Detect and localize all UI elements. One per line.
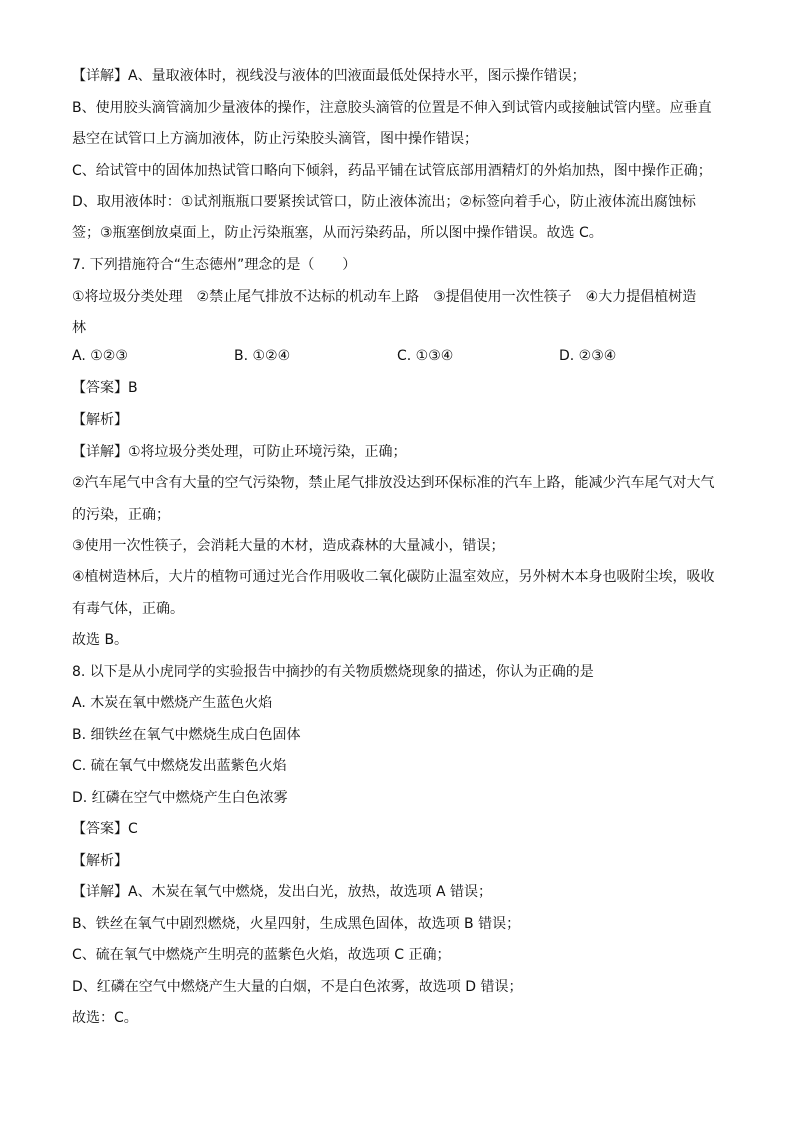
- text-line: 的污染，正确；: [72, 507, 170, 523]
- text-line: 故选：C。: [72, 1010, 138, 1026]
- question-7-options: [72, 346, 732, 368]
- text-line: 有毒气体，正确。: [72, 601, 184, 617]
- text-line: 悬空在试管口上方滴加液体，防止污染胶头滴管，图中操作错误；: [72, 131, 478, 147]
- question-8-stem: 8. 以下是从小虎同学的实验报告中摘抄的有关物质燃烧现象的描述，你认为正确的是: [72, 664, 594, 680]
- option-b: B. ①②④: [234, 348, 291, 364]
- text-line: B、使用胶头滴管滴加少量液体的操作，注意胶头滴管的位置是不伸入到试管内或接触试管内壁。应垂直: [72, 100, 712, 116]
- text-line: D、红磷在空气中燃烧产生大量的白烟，不是白色浓雾，故选项 D 错误；: [72, 979, 523, 995]
- answer-label: 【答案】B: [72, 380, 138, 396]
- answer-label: 【答案】C: [72, 821, 138, 837]
- text-line: ①将垃圾分类处理 ②禁止尾气排放不达标的机动车上路 ③提倡使用一次性筷子 ④大力提倡植树造: [72, 289, 697, 305]
- analysis-label: 【解析】: [72, 853, 128, 869]
- text-line: D、取用液体时：①试剂瓶瓶口要紧挨试管口，防止液体流出；②标签向着手心，防止液体流出腐蚀标: [72, 194, 696, 210]
- text-line: ③使用一次性筷子，会消耗大量的木材，造成森林的大量减小，错误；: [72, 538, 505, 554]
- option-b: B. 细铁丝在氧气中燃烧生成白色固体: [72, 727, 301, 743]
- option-c: C. ①③④: [397, 348, 454, 364]
- option-d: D. 红磷在空气中燃烧产生白色浓雾: [72, 790, 288, 806]
- option-a: A. 木炭在氧中燃烧产生蓝色火焰: [72, 695, 273, 711]
- text-line: 【详解】A、木炭在氧气中燃烧，发出白光，放热，故选项 A 错误；: [72, 884, 493, 900]
- text-line: 签；③瓶塞倒放桌面上，防止污染瓶塞，从而污染药品，所以图中操作错误。故选 C。: [72, 225, 603, 241]
- question-7-stem: 7. 下列措施符合“生态德州”理念的是（ ）: [72, 257, 357, 273]
- option-d: D. ②③④: [559, 348, 617, 364]
- text-line: ④植树造林后，大片的植物可通过光合作用吸收二氧化碳防止温室效应，另外树木本身也吸附尘埃，吸收: [72, 569, 715, 585]
- text-line: 【详解】A、量取液体时，视线没与液体的凹液面最低处保持水平，图示操作错误；: [72, 68, 586, 84]
- text-line: C、硫在氧气中燃烧产生明亮的蓝紫色火焰，故选项 C 正确；: [72, 947, 451, 963]
- text-line: 故选 B。: [72, 632, 129, 648]
- option-c: C. 硫在氧气中燃烧发出蓝紫色火焰: [72, 758, 287, 774]
- text-line: 林: [72, 320, 86, 336]
- text-line: ②汽车尾气中含有大量的空气污染物，禁止尾气排放没达到环保标准的汽车上路，能减少汽车尾气对大气: [72, 475, 715, 491]
- analysis-label: 【解析】: [72, 412, 128, 428]
- text-line: B、铁丝在氧气中剧烈燃烧，火星四射，生成黑色固体，故选项 B 错误；: [72, 916, 521, 932]
- text-line: C、给试管中的固体加热试管口略向下倾斜，药品平铺在试管底部用酒精灯的外焰加热，图中操作正确；: [72, 163, 712, 179]
- text-line: 【详解】①将垃圾分类处理，可防止环境污染，正确；: [72, 444, 407, 460]
- option-a: A. ①②③: [72, 348, 128, 364]
